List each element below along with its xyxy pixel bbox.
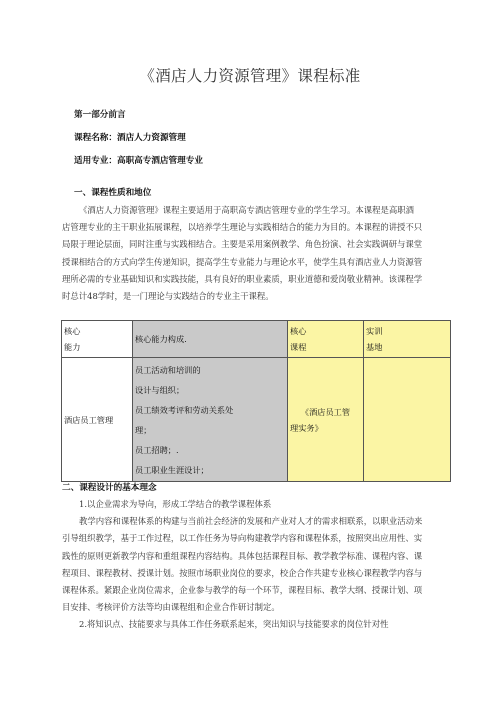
ability-item: 设计与组织； <box>135 384 185 395</box>
section1-line: 理所必需的专业基础知识和实践技能，具有良好的职业素质，职业道德和爱岗敬业精神。该课程学 <box>62 273 423 284</box>
header-text: 核心 <box>64 326 81 336</box>
section2-item: 1.以企业需求为导向，形成工学结合的教学课程体系 <box>79 499 272 509</box>
section2-line: 课程体系。紧跟企业岗位需求，企业参与教学的每一个环节，课程目标、教学大纲、授课计划、项 <box>62 585 423 596</box>
section2-line: 践性的原则更新教学内容和重组课程内容结构。具体包括课程目标、教学教学标准、课程内容、课 <box>62 550 423 561</box>
course-text: 《酒店员工管 <box>300 406 351 417</box>
row-core-course <box>288 358 364 482</box>
header-ability-composition: 核心能力构成. <box>133 321 288 358</box>
header-text: 核心 <box>290 326 307 336</box>
row-label: 酒店员工管理 <box>62 358 133 482</box>
section1-line: 时总计48学时，是一门理论与实践结合的专业主干课程。 <box>62 291 274 302</box>
table-row <box>62 358 451 482</box>
header-text: 基地 <box>366 342 383 352</box>
section1-line: 《酒店人力资源管理》课程主要适用于高职高专酒店管理专业的学生学习。本课程是高职酒 <box>79 205 414 215</box>
section1-line: 局限于理论层面，同时注重与实践相结合。主要是采用案例教学、角色扮演、社会实践调研与课堂 <box>62 239 423 250</box>
ability-item: 员工招聘；. <box>135 444 179 455</box>
row-training-base <box>364 358 451 482</box>
header-text: 实训 <box>366 326 383 336</box>
section2-line: 目安排、考核评价方法等均由课程组和企业合作研讨制定。 <box>62 602 280 613</box>
section2-line: 教学内容和课程体系的构建与当前社会经济的发展和产业对人才的需求相联系，以职业活动来 <box>79 516 423 527</box>
table-header-row <box>62 321 451 358</box>
header-text: 能力 <box>64 342 81 352</box>
section2-body <box>62 496 440 634</box>
ability-item: 员工绩效考评和劳动关系处 <box>135 404 234 415</box>
ability-item: 理； <box>135 424 152 435</box>
header-core-course <box>288 321 364 358</box>
header-text: 课程 <box>290 342 307 352</box>
ability-item: 员工职业生涯设计； <box>135 464 209 475</box>
section1-heading: 一、课程性质和地位 <box>74 188 152 198</box>
document-title: 《酒店人力资源管理》课程标准 <box>139 67 361 85</box>
course-text: 理实务》 <box>290 422 323 433</box>
row-ability-items <box>133 358 288 482</box>
section1-line: 授课相结合的方式向学生传递知识，提高学生专业能力与理论水平，使学生具有酒店业人力资源管 <box>62 256 423 267</box>
part-heading: 第一部分前言 <box>74 110 126 120</box>
applicable-major: 适用专业：高职高专酒店管理专业 <box>74 156 203 166</box>
header-core-ability <box>62 321 133 358</box>
section2-heading: 二、课程设计的基本理念 <box>62 483 157 493</box>
ability-item: 员工活动和培训的 <box>135 364 201 375</box>
section2-item: 2.将知识点、技能要求与具体工作任务联系起来，突出知识与技能要求的岗位针对性 <box>79 619 389 630</box>
section1-body <box>62 202 440 305</box>
section1-line: 店管理专业的主干职业拓展课程，以培养学生理论与实践相结合的能力为目的。本课程的讲授不只 <box>62 222 423 233</box>
section2-line: 引导组织教学，基于工作过程，以工作任务为导向构建教学内容和课程体系，按照突出应用性、实 <box>62 533 423 544</box>
core-ability-table <box>61 320 451 482</box>
course-name: 课程名称：酒店人力资源管理 <box>74 133 186 143</box>
section2-line: 程项目、课程教材、授课计划。按照市场职业岗位的要求，校企合作共建专业核心课程教学内容与 <box>62 567 423 578</box>
header-training-base <box>364 321 451 358</box>
